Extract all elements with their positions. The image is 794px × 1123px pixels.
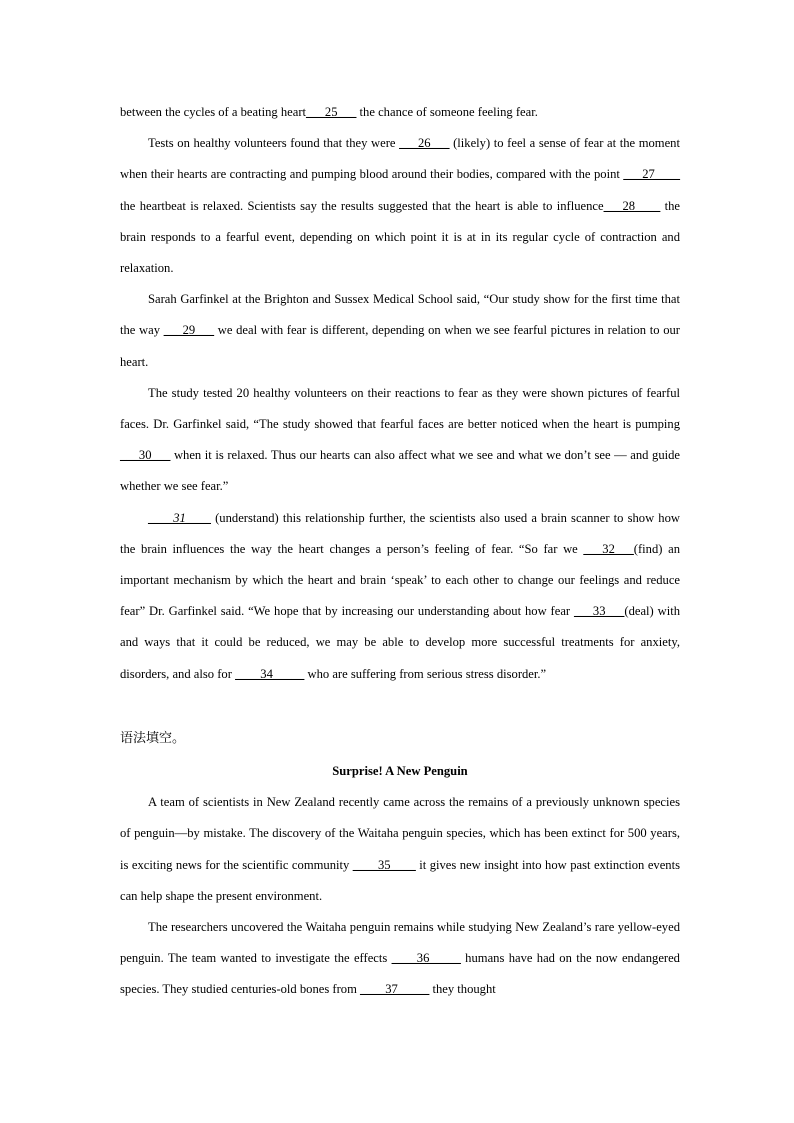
paragraph-penguin-discovery: A team of scientists in New Zealand recently came across the remains of a previously unknown species of penguin—by mistake. The discovery of the Waitaha penguin species, which has been extinct for 500 years, is exciting news for the scientific community ____35____ it gives new insight into how past extinction events can help shape the present environment. (120, 795, 680, 903)
paragraph-penguin-research: The researchers uncovered the Waitaha penguin remains while studying New Zealand’s rare yellow-eyed penguin. The team wanted to investigate the effects ____36_____ humans have had on the now endangered species. They studied centuries-old bones from ____37_____ they thought (120, 920, 680, 997)
blank-27[interactable]: ___27____ (623, 167, 680, 182)
document-page (120, 97, 680, 1006)
section-label: 语法填空。 (120, 730, 186, 746)
blank-26[interactable]: ___26___ (399, 136, 450, 151)
blank-36[interactable]: ____36_____ (391, 951, 461, 966)
paragraph-tests: Tests on healthy volunteers found that they were ___26___ (likely) to feel a sense of fear at the moment when their hearts are contracting and pumping blood around their bodies, compared with the point ___27____ the heartbeat is relaxed. Scientists say the results suggested that the heart is able to influence___28____ the brain responds to a fearful event, depending on which point it is at in its regular cycle of contraction and relaxation. (120, 136, 680, 276)
blank-29[interactable]: ___29___ (163, 323, 215, 338)
paragraph-understand: ____31____ (understand) this relationship further, the scientists also used a brain scanner to show how the brain influences the way the heart changes a person’s feeling of fear. “So far we ___32___(find) an important mechanism by which the heart and brain ‘speak’ to each other to change our feelings and reduce fear” Dr. Garfinkel said. “We hope that by increasing our understanding about how fear ___33___(deal) with and ways that it could be reduced, we may be able to develop more successful treatments for anxiety, disorders, and also for ____34_____ who are suffering from serious stress disorder.” (120, 510, 681, 681)
blank-32[interactable]: ___32___ (583, 541, 634, 556)
paragraph-study: The study tested 20 healthy volunteers on their reactions to fear as they were shown pictures of fearful faces. Dr. Garfinkel said, “The study showed that fearful faces are better noticed when the heart is pumping ___30___ when it is relaxed. Thus our hearts can also affect what we see and what we don’t see — and guide whether we see fear.” (120, 385, 680, 494)
paragraph-continuation: between the cycles of a beating heart___25___ the chance of someone feeling fear. (120, 105, 538, 119)
blank-34[interactable]: ____34_____ (235, 666, 305, 681)
paragraph-garfinkel: Sarah Garfinkel at the Brighton and Sussex Medical School said, “Our study show for the first time that the way ___29___ we deal with fear is different, depending on when we see fearful pictures in relation to our heart. (120, 292, 680, 369)
blank-31[interactable]: ____31____ (148, 510, 211, 525)
blank-30[interactable]: ___30___ (120, 448, 171, 463)
blank-37[interactable]: ____37_____ (360, 982, 430, 997)
passage-title: Surprise! A New Penguin (332, 764, 468, 779)
blank-35[interactable]: ____35____ (352, 857, 416, 872)
blank-33[interactable]: ___33___ (574, 604, 625, 619)
blank-28[interactable]: ___28____ (603, 198, 661, 213)
blank-25[interactable]: ___25___ (306, 105, 357, 119)
